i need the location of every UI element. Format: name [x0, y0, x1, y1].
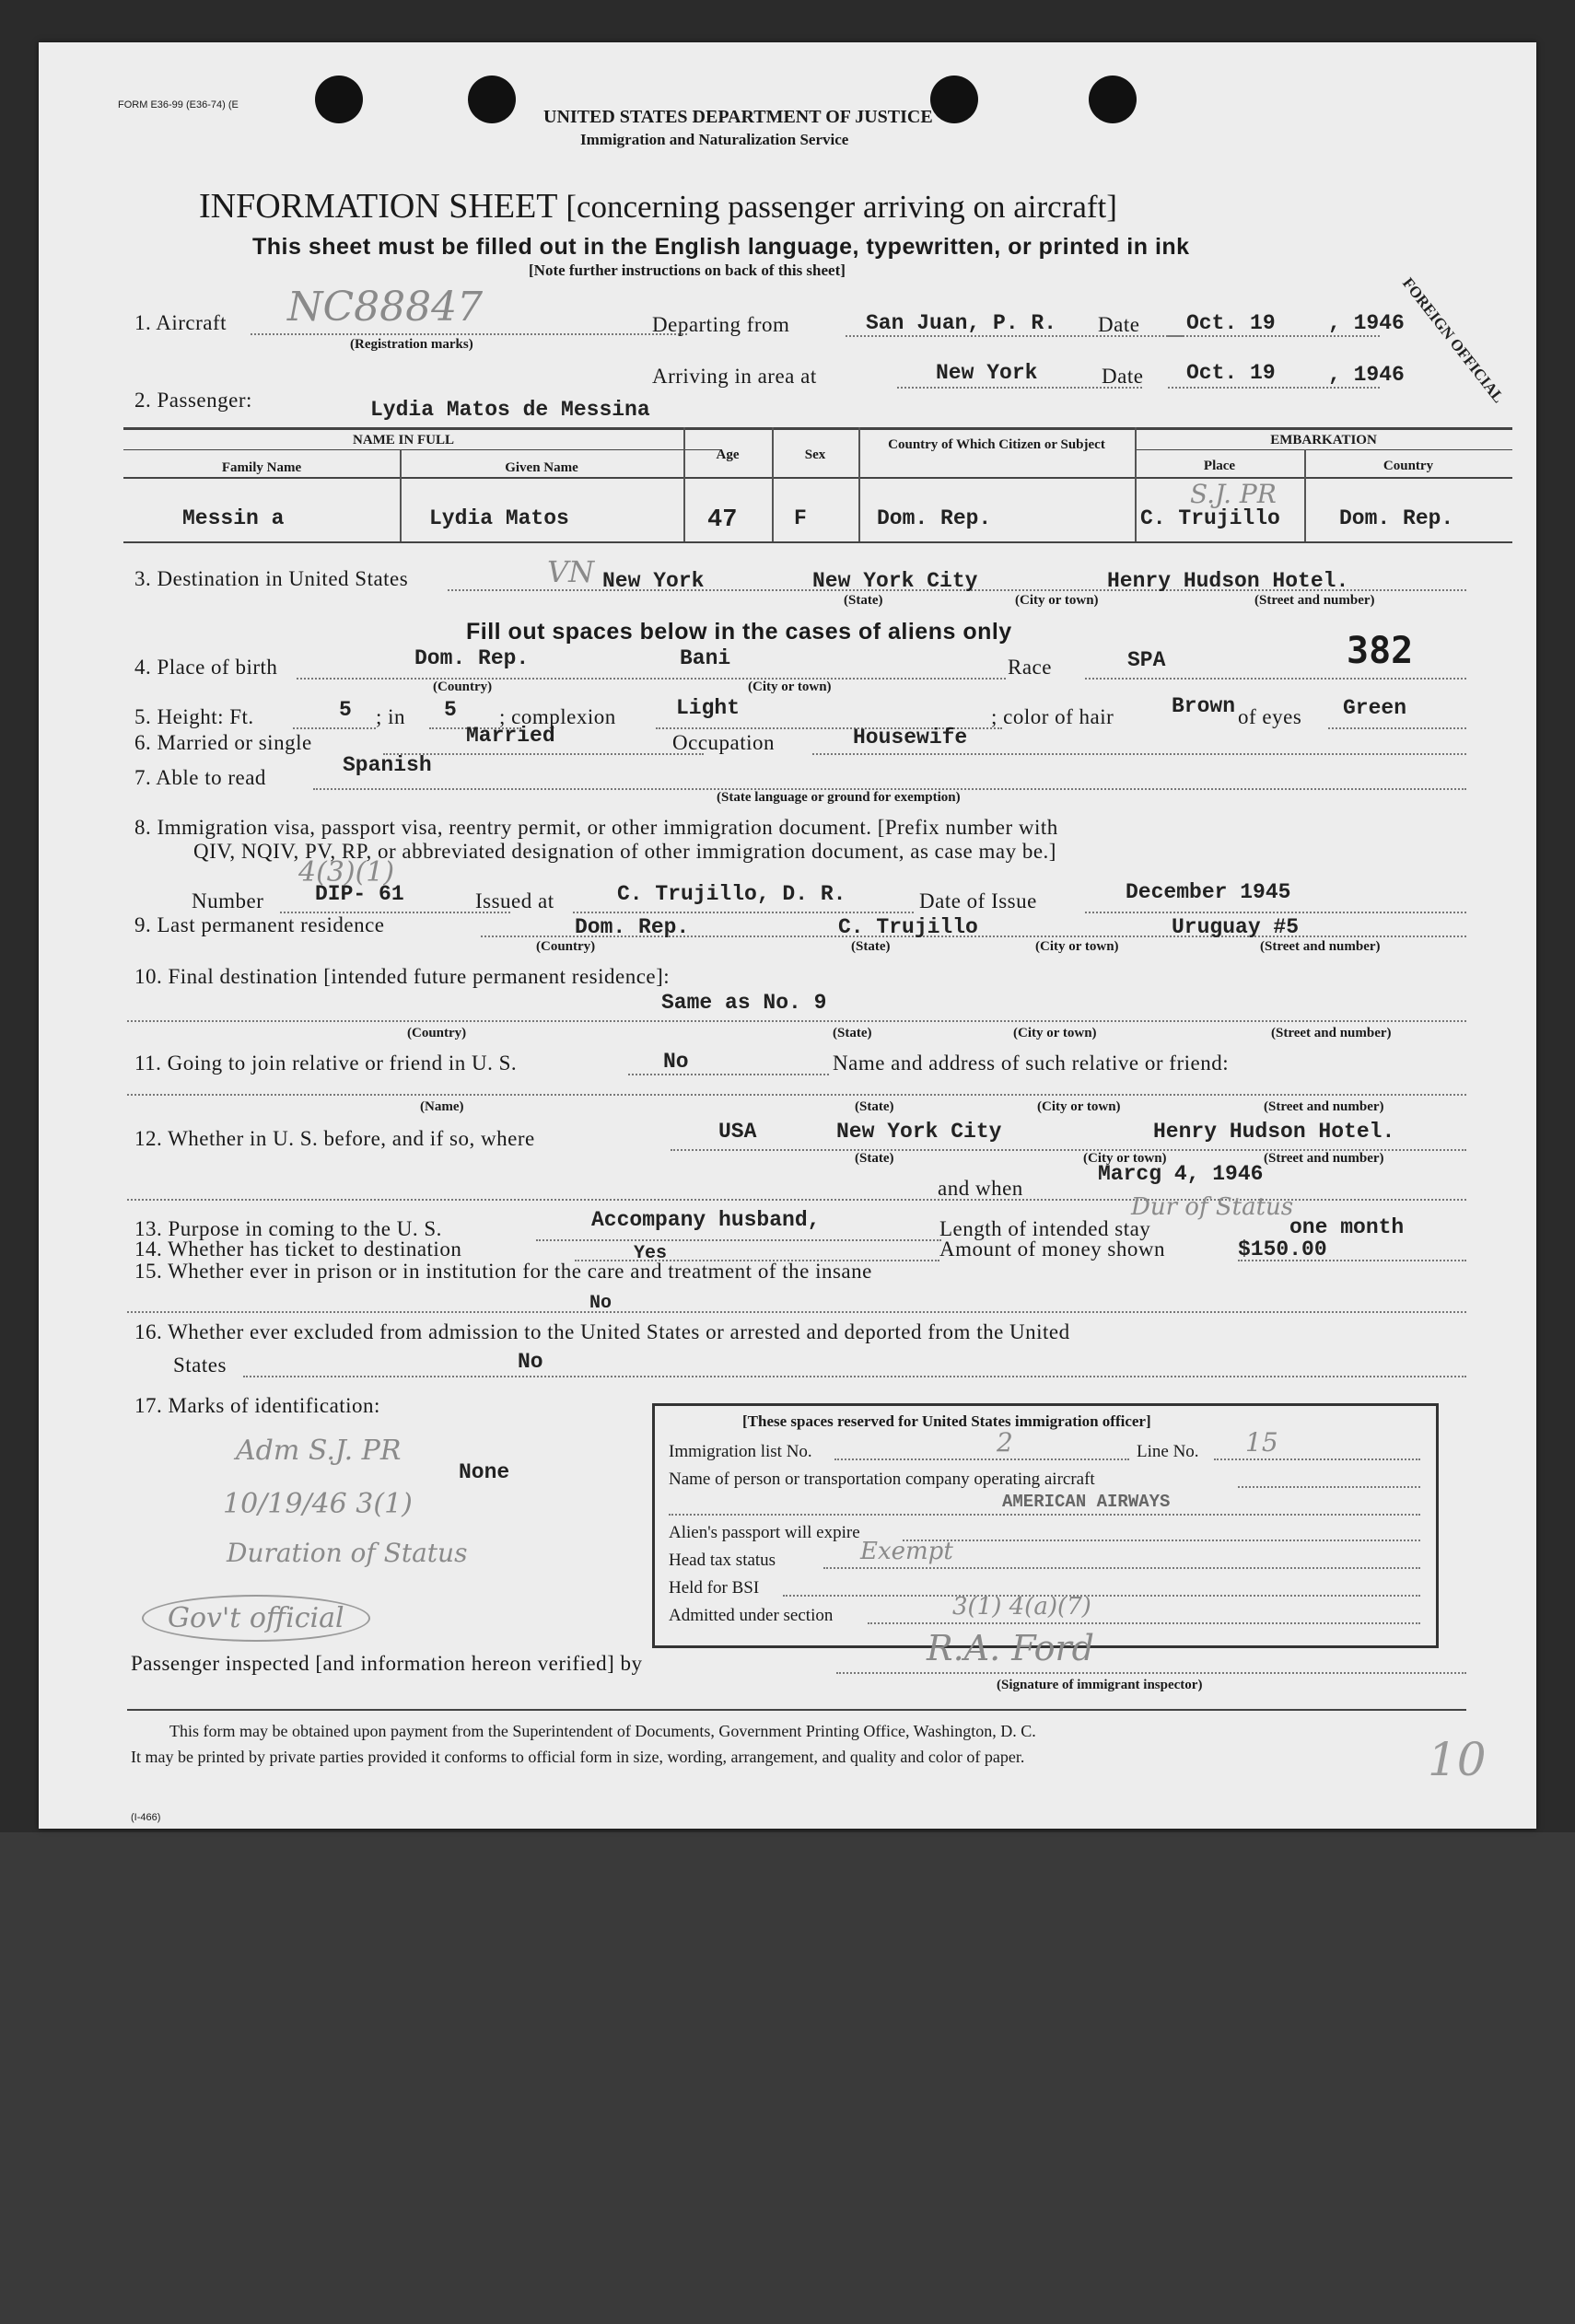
prison-label: 15. Whether ever in prison or in institution for the care and treatment of the insane: [134, 1260, 872, 1283]
bsi-label: Held for BSI: [669, 1578, 760, 1598]
given-name-header: Given Name: [505, 460, 578, 475]
immigration-list-label: Immigration list No.: [669, 1442, 812, 1461]
last-residence-label: 9. Last permanent residence: [134, 913, 385, 936]
embarkation-header: EMBARKATION: [1270, 433, 1377, 447]
money-value: $150.00: [1238, 1238, 1327, 1261]
excluded-label: 16. Whether ever excluded from admission to the United States or arrested and deported from the United: [134, 1320, 1070, 1343]
sublabel-state: (State): [855, 1099, 894, 1114]
destination-city: New York City: [812, 569, 978, 593]
destination-annotation: VN: [547, 554, 595, 589]
sublabel-city: (City or town): [1083, 1151, 1167, 1166]
sublabel-name: (Name): [420, 1099, 464, 1114]
language-sublabel: (State language or ground for exemption): [717, 790, 961, 805]
immigration-document-label: 8. Immigration visa, passport visa, reentry permit, or other immigration document. [Prefix number with: [134, 816, 1058, 839]
passenger-name: Lydia Matos de Messina: [370, 398, 650, 422]
join-relative-value: No: [663, 1050, 689, 1074]
last-residence-street: Uruguay #5: [1172, 915, 1300, 939]
sex-cell: F: [794, 506, 807, 530]
name-in-full-header: NAME IN FULL: [352, 433, 454, 447]
handwritten-admission-date: 10/19/46 3(1): [223, 1488, 413, 1520]
sublabel-state: (State): [844, 593, 883, 608]
immigration-document-note: QIV, NQIV, PV, RP, or abbreviated designation of other immigration document, as case may be.]: [193, 840, 1056, 863]
arriving-label: Arriving in area at: [652, 365, 817, 388]
identification-marks-value: None: [459, 1460, 510, 1484]
departing-value: San Juan, P. R.: [866, 311, 1057, 335]
departure-year: , 1946: [1328, 311, 1405, 335]
citizenship-header: Country of Which Citizen or Subject: [888, 437, 1105, 452]
excluded-label-cont: States: [173, 1354, 227, 1377]
height-feet: 5: [339, 698, 352, 722]
sublabel-state: (State): [833, 1026, 872, 1040]
occupation-value: Housewife: [853, 726, 968, 749]
purpose-label: 13. Purpose in coming to the U. S.: [134, 1217, 442, 1240]
punch-hole: [468, 76, 516, 123]
arrival-date: Oct. 19: [1186, 361, 1276, 385]
emb-country-header: Country: [1382, 459, 1434, 473]
occupation-label: Occupation: [672, 731, 776, 754]
excluded-value: No: [518, 1350, 543, 1374]
join-relative-label: 11. Going to join relative or friend in U. S.: [134, 1052, 518, 1075]
stay-value: one month: [1289, 1215, 1405, 1239]
punch-hole: [315, 76, 363, 123]
aliens-heading: Fill out spaces below in the cases of aliens only: [466, 619, 1012, 645]
registration-sublabel: (Registration marks): [350, 337, 473, 352]
able-to-read-label: 7. Able to read: [134, 766, 266, 789]
hair-value: Brown: [1172, 694, 1236, 718]
footer-line-2: It may be printed by private parties provided it conforms to official form in size, wording, arrangement, and quality and color of paper.: [131, 1748, 1025, 1766]
page-mark: 10: [1428, 1733, 1487, 1786]
arriving-value: New York: [936, 361, 1038, 385]
aircraft-value: NC88847: [287, 284, 484, 331]
foreign-official-stamp: FOREIGN OFFICIAL: [1399, 274, 1508, 407]
previous-visit-street: Henry Hudson Hotel.: [1153, 1120, 1395, 1144]
sublabel-state: (State): [855, 1151, 894, 1166]
sublabel-city: (City or town): [748, 680, 832, 694]
height-label: 5. Height: Ft.: [134, 705, 254, 728]
handwritten-official-note: Gov't official: [142, 1595, 370, 1642]
family-name-cell: Messin a: [182, 506, 285, 530]
page-title: INFORMATION SHEET [concerning passenger arriving on aircraft]: [199, 187, 1117, 226]
number-annotation: 4(3)(1): [298, 856, 395, 889]
destination-label: 3. Destination in United States: [134, 567, 409, 590]
company-value: AMERICAN AIRWAYS: [1002, 1492, 1171, 1512]
race-label: Race: [1008, 656, 1052, 679]
last-residence-country: Dom. Rep.: [575, 915, 690, 939]
embarkation-country-cell: Dom. Rep.: [1339, 506, 1454, 530]
sublabel-city: (City or town): [1015, 593, 1099, 608]
birth-city: Bani: [680, 646, 731, 670]
footer-line-1: This form may be obtained upon payment from the Superintendent of Documents, Government Printing Office, Washington, D. C.: [169, 1722, 1036, 1740]
money-label: Amount of money shown: [939, 1238, 1165, 1261]
service-title: Immigration and Naturalization Service: [580, 131, 849, 148]
destination-street: Henry Hudson Hotel.: [1107, 569, 1349, 593]
destination-state: New York: [602, 569, 705, 593]
birthplace-label: 4. Place of birth: [134, 656, 278, 679]
previous-visit-city: New York City: [836, 1120, 1002, 1144]
complexion-label: ; complexion: [499, 705, 616, 728]
final-destination-value: Same as No. 9: [661, 991, 827, 1015]
document-number: DIP- 61: [315, 882, 404, 906]
admitted-value: 3(1) 4(a)(7): [952, 1593, 1091, 1621]
sublabel-street: (Street and number): [1260, 939, 1381, 954]
relative-name-label: Name and address of such relative or friend:: [833, 1052, 1230, 1075]
when-label: and when: [938, 1177, 1023, 1200]
eyes-value: Green: [1343, 696, 1407, 720]
birth-country: Dom. Rep.: [414, 646, 530, 670]
purpose-value: Accompany husband,: [591, 1208, 821, 1232]
family-name-header: Family Name: [221, 460, 302, 475]
embarkation-place-cell: C. Trujillo: [1140, 506, 1280, 530]
prison-value: No: [589, 1293, 612, 1314]
arrival-date-label: Date: [1102, 365, 1144, 388]
issue-date-value: December 1945: [1126, 880, 1291, 904]
stay-annotation: Dur of Status: [1131, 1193, 1294, 1221]
background-lower: [0, 1832, 1575, 2324]
information-sheet: [39, 42, 1536, 1829]
sublabel-city: (City or town): [1035, 939, 1119, 954]
age-header: Age: [716, 447, 740, 462]
punch-hole: [930, 76, 978, 123]
sublabel-street: (Street and number): [1271, 1026, 1392, 1040]
record-number: 382: [1347, 630, 1414, 672]
ticket-value: Yes: [634, 1243, 668, 1264]
number-label: Number: [192, 889, 264, 912]
previous-visit-country: USA: [718, 1120, 757, 1144]
sublabel-street: (Street and number): [1264, 1151, 1384, 1166]
last-residence-city: C. Trujillo: [838, 915, 978, 939]
embarkation-place-annotation: S.J. PR: [1190, 479, 1277, 509]
inspector-signature: R.A. Ford: [927, 1628, 1094, 1668]
issued-at-value: C. Trujillo, D. R.: [617, 882, 846, 906]
aircraft-label: 1. Aircraft: [134, 311, 228, 334]
sublabel-street: (Street and number): [1254, 593, 1375, 608]
sublabel-country: (Country): [433, 680, 493, 694]
head-tax-label: Head tax status: [669, 1551, 776, 1570]
department-title: UNITED STATES DEPARTMENT OF JUSTICE: [543, 107, 933, 127]
line-no-label: Line No.: [1137, 1442, 1199, 1461]
handwritten-duration-note: Duration of Status: [227, 1538, 468, 1568]
complexion-value: Light: [676, 696, 741, 720]
passport-expire-label: Alien's passport will expire: [669, 1523, 860, 1542]
inches-label: ; in: [376, 705, 406, 728]
citizenship-cell: Dom. Rep.: [877, 506, 992, 530]
punch-hole: [1089, 76, 1137, 123]
head-tax-value: Exempt: [860, 1538, 953, 1565]
able-to-read-value: Spanish: [343, 753, 432, 777]
officer-box-heading: [These spaces reserved for United States immigration officer]: [742, 1412, 1151, 1430]
issue-date-label: Date of Issue: [919, 889, 1037, 912]
hair-label: ; color of hair: [991, 705, 1114, 728]
sublabel-city: (City or town): [1037, 1099, 1121, 1114]
given-name-cell: Lydia Matos: [429, 506, 569, 530]
stay-label: Length of intended stay: [939, 1217, 1151, 1240]
inspected-label: Passenger inspected [and information hereon verified] by: [131, 1652, 643, 1675]
previous-visit-date: Marcg 4, 1946: [1098, 1162, 1264, 1186]
sublabel-country: (Country): [536, 939, 596, 954]
form-code: (I-466): [131, 1812, 161, 1823]
instruction: This sheet must be filled out in the English language, typewritten, or printed in ink: [252, 234, 1190, 260]
line-no-value: 15: [1245, 1427, 1278, 1458]
eyes-label: of eyes: [1238, 705, 1302, 728]
race-value: SPA: [1127, 648, 1166, 672]
company-label: Name of person or transportation company operating aircraft: [669, 1470, 1095, 1489]
sublabel-city: (City or town): [1013, 1026, 1097, 1040]
sublabel-street: (Street and number): [1264, 1099, 1384, 1114]
age-cell: 47: [707, 506, 738, 534]
instruction-note: [Note further instructions on back of this sheet]: [529, 261, 846, 279]
immigration-list-value: 2: [997, 1427, 1013, 1458]
departing-label: Departing from: [652, 313, 790, 336]
height-inches: 5: [444, 698, 457, 722]
place-header: Place: [1203, 459, 1236, 473]
arrival-year: , 1946: [1328, 363, 1405, 387]
date-label: Date: [1098, 313, 1140, 336]
ticket-label: 14. Whether has ticket to destination: [134, 1238, 462, 1261]
marital-value: Married: [466, 724, 555, 748]
sublabel-state: (State): [851, 939, 891, 954]
previous-visit-label: 12. Whether in U. S. before, and if so, where: [134, 1127, 535, 1150]
sublabel-country: (Country): [407, 1026, 467, 1040]
form-number: FORM E36-99 (E36-74) (E: [118, 99, 239, 110]
handwritten-admission-note: Adm S.J. PR: [236, 1435, 402, 1467]
passenger-label: 2. Passenger:: [134, 389, 252, 412]
signature-sublabel: (Signature of immigrant inspector): [997, 1678, 1203, 1692]
marital-label: 6. Married or single: [134, 731, 312, 754]
departure-date: Oct. 19: [1186, 311, 1276, 335]
identification-marks-label: 17. Marks of identification:: [134, 1394, 380, 1417]
admitted-label: Admitted under section: [669, 1606, 834, 1625]
issued-at-label: Issued at: [475, 889, 554, 912]
final-destination-label: 10. Final destination [intended future permanent residence]:: [134, 965, 671, 988]
sex-header: Sex: [804, 447, 826, 462]
